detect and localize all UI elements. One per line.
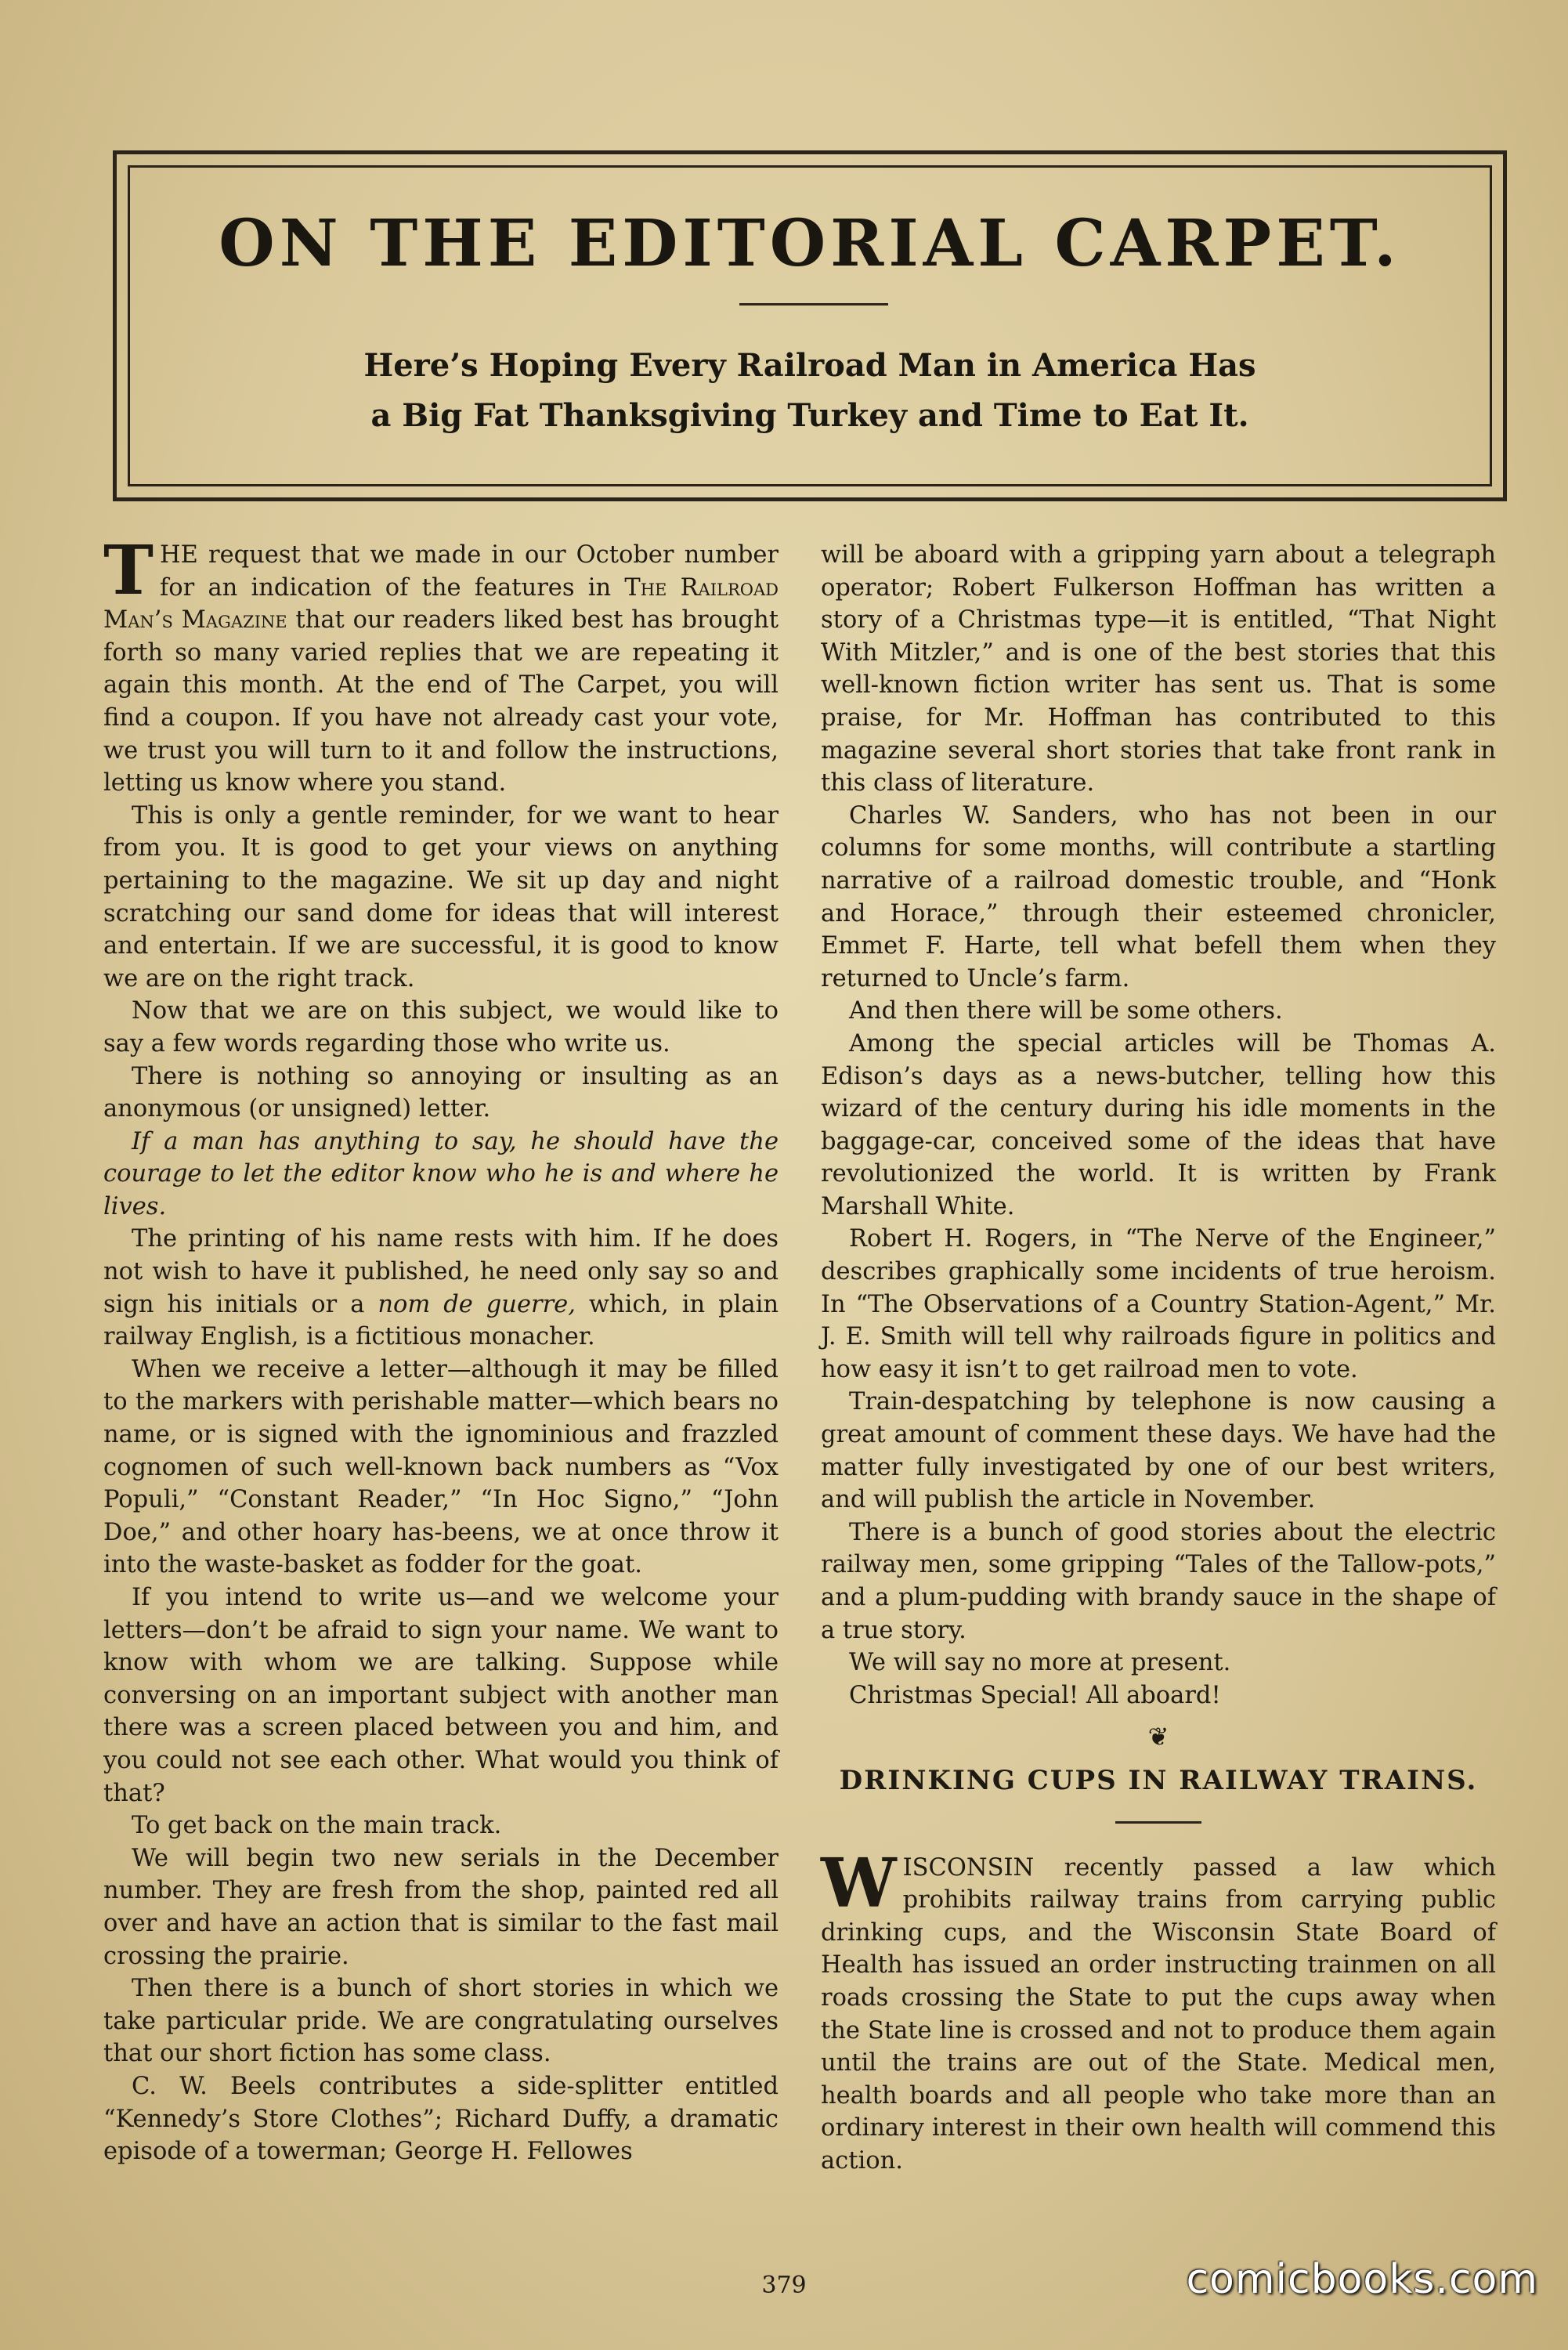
paragraph: We will begin two new serials in the December number. They are fresh from the shop, painted red all over and have an action that is similar to the fast mail crossing the prairie.: [103, 1844, 779, 1970]
paragraph: C. W. Beels contributes a side-splitter entitled “Kennedy’s Store Clothes”; Richard Duffy, a dramatic episode of a towerman; George H. Fellowes: [103, 2072, 779, 2166]
paragraph: Among the special articles will be Thomas A. Edison’s days as a news-butcher, telling how this wizard of the century during his idle moments in the baggage-car, conceived some of the ideas that have revolutionized the world. It is written by Frank Marshall White.: [821, 1029, 1496, 1220]
subtitle-line-2: a Big Fat Thanksgiving Turkey and Time to Eat It.: [370, 397, 1249, 434]
left-column: [103, 531, 779, 2168]
header-box: [113, 150, 1507, 501]
paragraph: There is a bunch of good stories about the electric railway men, some gripping “Tales of the Tallow-pots,” and a plum-pudding with brandy sauce in the shape of a true story.: [821, 1518, 1496, 1644]
subtitle-line-1: Here’s Hoping Every Railroad Man in America Has: [363, 347, 1256, 384]
drop-cap: T: [103, 531, 154, 610]
paragraph: Then there is a bunch of short stories in which we take particular pride. We are congratulating ourselves that our short fiction has some class.: [103, 1975, 779, 2068]
paragraph: If you intend to write us—and we welcome your letters—don’t be afraid to sign your name. We want to know with whom we are talking. Suppose while conversing on an important subject with another man there was a screen placed between you and him, and you could not see each other. What would you think of that?: [103, 1584, 779, 1807]
paragraph-text: ISCONSIN recently passed a law which prohibits railway trains from carrying public drinking cups, and the Wisconsin State Board of Health has issued an order instructing trainmen on all roads crossing the State to put the cups away when the State line is crossed and not to produce them again until the trains are out of the State. Medical men, health boards and all people who take more than an ordinary interest in their own health will commend this action.: [821, 1853, 1496, 2175]
paragraph: And then there will be some others.: [849, 997, 1283, 1025]
paragraph: When we receive a letter—although it may be filled to the markers with perishable matter—which bears no name, or is signed with the ignominious and frazzled cognomen of such well-known back numbers as “Vox Populi,” “Constant Reader,” “In Hoc Signo,” “John Doe,” and other hoary has-beens, we at once throw it into the waste-basket as fodder for the goat.: [103, 1355, 779, 1579]
paragraph: Charles W. Sanders, who has not been in our columns for some months, will contribute a startling narrative of a railroad domestic trouble, and “Honk and Horace,” through their esteemed chronicler, Emmet F. Harte, tell what befell them when they returned to Uncle’s farm.: [821, 801, 1496, 992]
paragraph: This is only a gentle reminder, for we want to hear from you. It is good to get your views on anything pertaining to the magazine. We sit up day and night scratching our sand dome for ideas that will interest and entertain. If we are successful, it is good to know we are on the right track.: [103, 801, 779, 992]
paragraph: Train-despatching by telephone is now causing a great amount of comment these days. We have had the matter fully investigated by one of our best writers, and will publish the article in November.: [821, 1388, 1496, 1514]
paragraph-text: HE request that we made in our October number for an indication of the features in: [160, 541, 779, 602]
right-column: [821, 539, 1496, 2178]
section-heading: DRINKING CUPS IN RAILWAY TRAINS.: [839, 1764, 1478, 1796]
paragraph-text: The printing of his name rests with him. If he does not wish to have it published, he need only say so and sign his initials or a: [103, 1225, 779, 1318]
paragraph: [103, 531, 779, 800]
magazine-name: The Railroad Man’s Magazine: [103, 573, 779, 634]
paragraph: will be aboard with a gripping yarn about a telegraph operator; Robert Fulkerson Hoffman has written a story of a Christmas type—it is entitled, “That Night With Mitzler,” and is one of the best stories that this well-known fiction writer has sent us. That is some praise, for Mr. Hoffman has contributed to this magazine several short stories that take front rank in this class of literature.: [821, 541, 1496, 797]
section-rule: [1115, 1821, 1201, 1824]
page-title: ON THE EDITORIAL CARPET.: [219, 206, 1401, 281]
paragraph-text: that our readers liked best has brought forth so many varied replies that we are repeating it again this month. At the end of The Carpet, you will find a coupon. If you have not already cast your vote, we trust you will turn to it and follow the instructions, letting us know where you stand.: [103, 606, 779, 797]
page-number: 379: [761, 2272, 807, 2299]
paragraph: Christmas Special! All aboard!: [849, 1681, 1221, 1709]
paragraph: Robert H. Rogers, in “The Nerve of the Engineer,” describes graphically some incidents of true heroism. In “The Observations of a Country Station-Agent,” Mr. J. E. Smith will tell why railroads figure in politics and how easy it isn’t to get railroad men to vote.: [821, 1225, 1496, 1383]
paragraph: [103, 1223, 779, 1353]
paragraph: We will say no more at present.: [849, 1649, 1231, 1677]
paragraph: There is nothing so annoying or insulting as an anonymous (or unsigned) letter.: [103, 1062, 779, 1123]
paragraph: [821, 1843, 1496, 2178]
italic-paragraph: [103, 1126, 779, 1224]
paragraph: To get back on the main track.: [132, 1812, 502, 1840]
fleuron-ornament-icon: ❦: [1147, 1722, 1169, 1752]
drop-cap: W: [821, 1843, 897, 1923]
subtitle: [117, 341, 1503, 441]
italic-text: nom de guerre,: [378, 1290, 576, 1318]
paragraph-text: which, in plain railway English, is a fictitious monacher.: [103, 1290, 779, 1351]
title-rule: [739, 303, 888, 306]
italic-text: If a man has anything to say, he should have the courage to let the editor know who he is and where he lives.: [103, 1127, 779, 1220]
watermark: comicbooks.com: [1186, 2256, 1538, 2303]
paragraph: Now that we are on this subject, we would like to say a few words regarding those who write us.: [103, 997, 779, 1058]
